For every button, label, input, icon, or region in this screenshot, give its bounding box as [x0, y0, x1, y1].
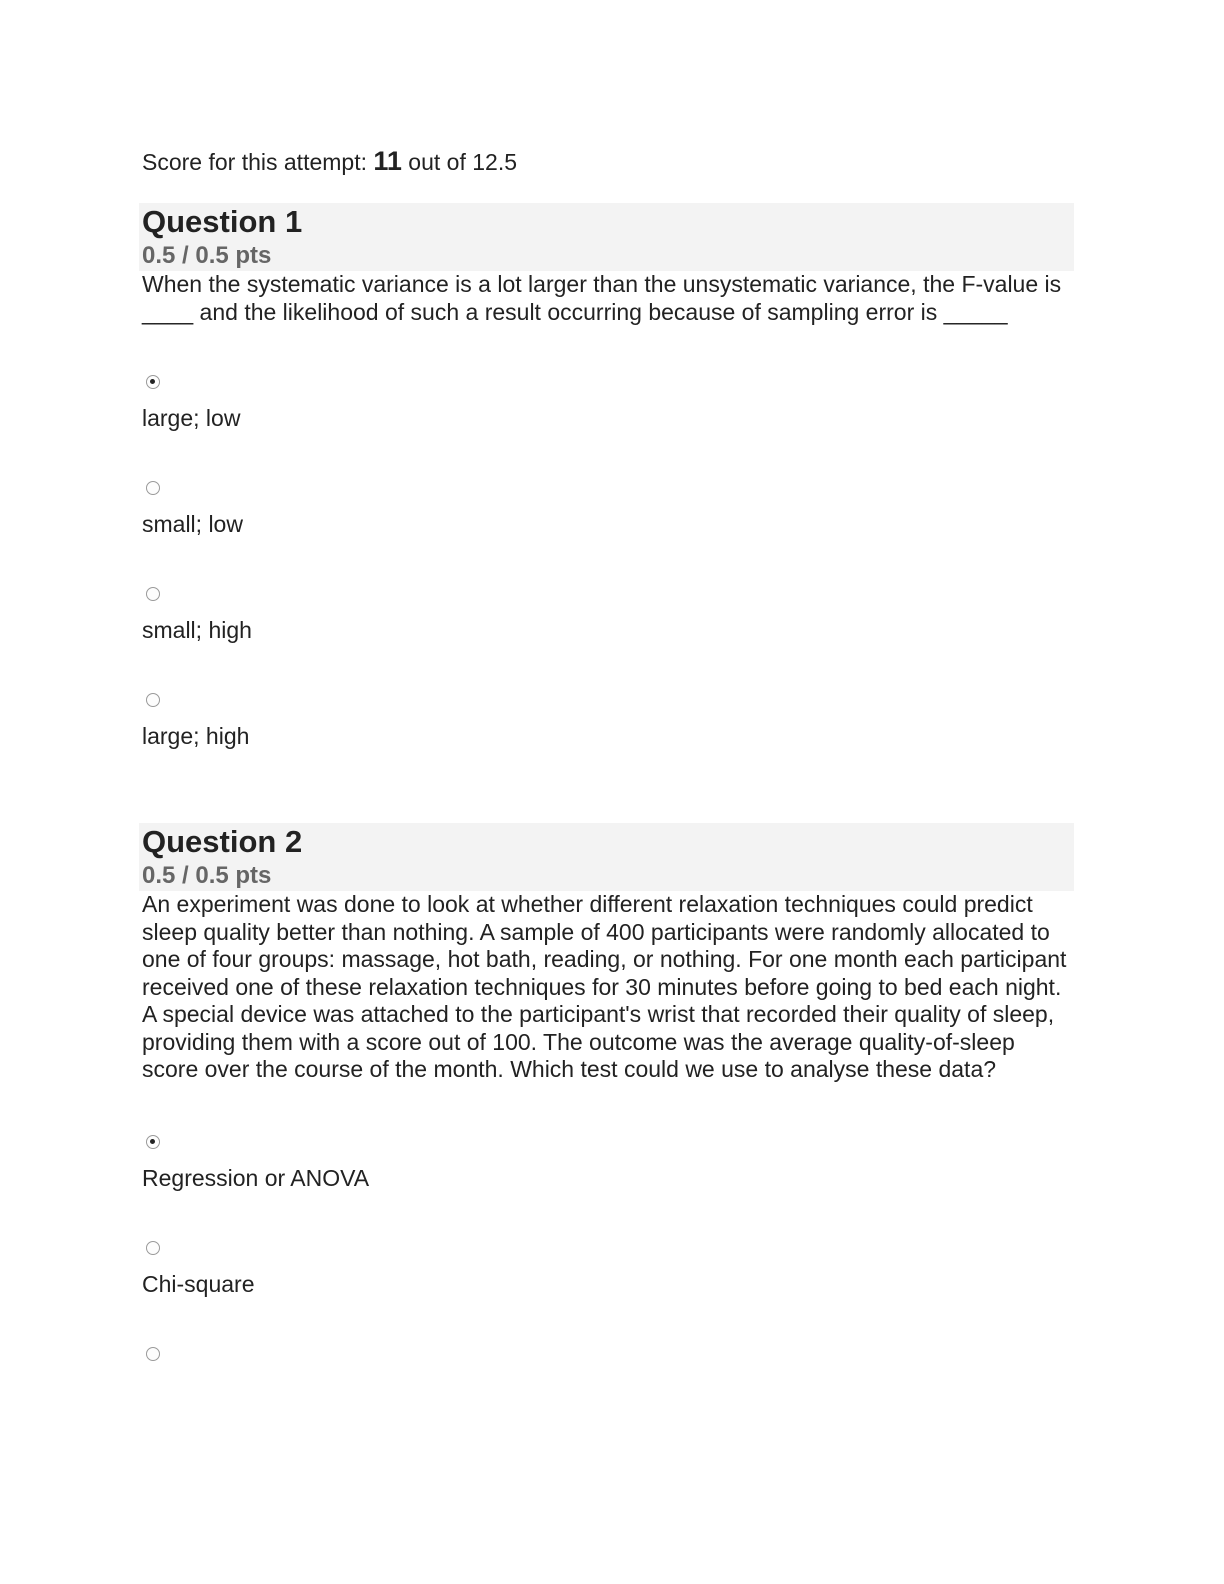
question-1 — [139, 203, 1074, 799]
answer-label: Regression or ANOVA — [142, 1164, 370, 1191]
answer-label: small; low — [142, 511, 243, 537]
answer-label: small; high — [142, 617, 252, 643]
question-2 — [139, 823, 1074, 1453]
radio-unselected-icon[interactable] — [146, 1347, 160, 1361]
radio-unselected-icon[interactable] — [146, 587, 160, 601]
answer-list — [139, 1135, 1074, 1453]
answer-list — [139, 375, 1074, 799]
score-suffix: out of 12.5 — [401, 149, 518, 175]
answer-option[interactable] — [142, 587, 1074, 693]
answer-option[interactable] — [142, 1241, 1074, 1347]
attempt-score — [142, 143, 517, 180]
radio-selected-icon[interactable] — [146, 375, 160, 389]
question-text: When the systematic variance is a lot larger than the unsystematic variance, the F-value is ____ and the likelihood of such a result occurring because of sampling error is _____ — [142, 271, 1062, 325]
answer-label: large; high — [142, 723, 250, 749]
answer-option[interactable] — [142, 481, 1074, 587]
question-header — [139, 823, 1074, 891]
answer-option[interactable] — [142, 1135, 1074, 1241]
score-prefix: Score for this attempt: — [142, 149, 374, 175]
question-title: Question 1 — [142, 204, 303, 239]
answer-option[interactable] — [142, 1347, 1074, 1453]
radio-unselected-icon[interactable] — [146, 1241, 160, 1255]
answer-option[interactable] — [142, 693, 1074, 799]
question-title: Question 2 — [142, 824, 303, 859]
question-text: An experiment was done to look at whether different relaxation techniques could predict sleep quality better than nothing. A sample of 400 participants were randomly allocated to one of four groups: massage, hot bath, reading, or nothing. For one month each participant received one of these relaxation techniques for 30 minutes before going to bed each night. A special device was attached to the participant's wrist that recorded their quality of sleep, providing them with a score out of 100. The outcome was the average quality-of-sleep score over the course of the month. Which test could we use to analyse these data? — [142, 891, 1067, 1082]
radio-unselected-icon[interactable] — [146, 693, 160, 707]
question-points: 0.5 / 0.5 pts — [142, 862, 272, 889]
answer-label: large; low — [142, 405, 241, 431]
answer-label: Chi-square — [142, 1270, 255, 1297]
answer-option[interactable] — [142, 375, 1074, 481]
question-header — [139, 203, 1074, 271]
radio-unselected-icon[interactable] — [146, 481, 160, 495]
radio-selected-icon[interactable] — [146, 1135, 160, 1149]
question-points: 0.5 / 0.5 pts — [142, 242, 272, 269]
score-value: 11 — [373, 146, 402, 176]
